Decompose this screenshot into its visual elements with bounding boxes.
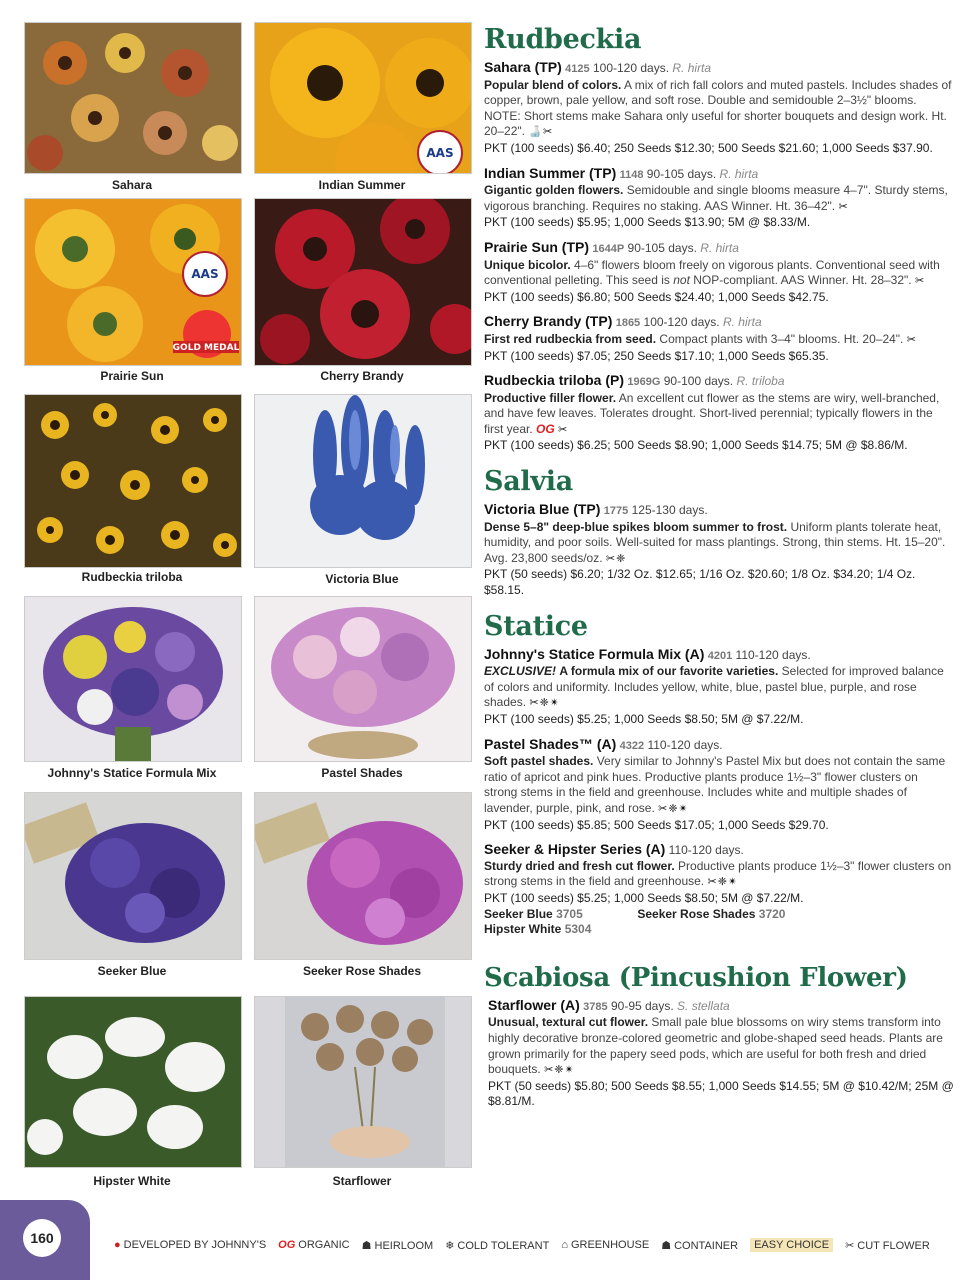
product-days: 90-100 days. bbox=[663, 374, 734, 389]
product-entry bbox=[484, 60, 954, 157]
product-lead: Gigantic golden flowers. bbox=[484, 183, 624, 198]
product-entry bbox=[484, 314, 954, 364]
product-lead: Popular blend of colors. bbox=[484, 77, 622, 92]
photo-statice-formula-mix bbox=[24, 596, 242, 762]
product-days: 110-120 days. bbox=[668, 843, 744, 858]
legend-item: ✂ CUT FLOWER bbox=[845, 1239, 930, 1252]
product-desc: Very similar to Johnny's Pastel Mix but does not contain the same ratio of apricot and pink hues. Productive plants produce 1½–3" flower clusters on strong stems in the field and greenhouse. Includes white and multiple shades of lavender, purple, pink, and rose. bbox=[484, 754, 946, 815]
product-name: Pastel Shades™ (A) bbox=[484, 735, 617, 752]
svg-text:GOLD MEDAL: GOLD MEDAL bbox=[172, 343, 240, 353]
container-cut-flower-icon: ✂ bbox=[838, 200, 849, 213]
photo-victoria-blue bbox=[254, 394, 472, 568]
product-price: PKT (100 seeds) $5.95; 1,000 Seeds $13.90; 5M @ $8.33/M. bbox=[484, 215, 811, 230]
product-price: PKT (100 seeds) $5.25; 1,000 Seeds $8.50; 5M @ $7.22/M. bbox=[484, 712, 804, 726]
cut-flower-icon: ✂ bbox=[558, 423, 569, 436]
product-desc: An excellent cut flower as the stems are wiry, well-branched, and have few leaves. Tolerates drought. Short-lived perennial; typically flowers in the first year. bbox=[484, 390, 940, 436]
product-entry bbox=[484, 998, 954, 1110]
heirloom-icon: ☗ bbox=[361, 1239, 372, 1252]
product-name: Cherry Brandy (TP) bbox=[484, 313, 613, 330]
svg-text:AAS: AAS bbox=[426, 146, 454, 160]
cold-tolerant-icon: ❄ bbox=[445, 1239, 455, 1252]
product-days: 90-95 days. bbox=[610, 998, 674, 1013]
product-desc: NOP-compliant. AAS Winner. Ht. 28–32". bbox=[689, 273, 912, 288]
photo-indian-summer bbox=[254, 22, 472, 174]
container-cut-flower-icon: ✂ bbox=[914, 275, 926, 288]
product-name: Starflower (A) bbox=[488, 996, 580, 1013]
photo-caption: Pastel Shades bbox=[321, 766, 403, 780]
product-species: R. triloba bbox=[736, 374, 785, 389]
photo-caption: Sahara bbox=[111, 178, 153, 192]
legend-item: ● DEVELOPED BY JOHNNY'S bbox=[114, 1239, 267, 1251]
photo-hipster-white bbox=[24, 996, 242, 1168]
product-entry bbox=[484, 373, 954, 454]
legend-item: OG ORGANIC bbox=[278, 1239, 350, 1251]
organic-icon: OG bbox=[278, 1239, 296, 1251]
product-days: 110-120 days. bbox=[735, 647, 811, 662]
product-desc: Semidouble and single blooms measure 4–7". Sturdy stems, vigorous branching. Requires no staking. AAS Winner. Ht. 36–42". bbox=[484, 183, 948, 213]
product-price: PKT (100 seeds) $5.85; 500 Seeds $17.05; 1,000 Seeds $29.70. bbox=[484, 817, 829, 832]
variant-code: 3720 bbox=[758, 906, 786, 921]
photo-caption: Rudbeckia triloba bbox=[81, 570, 183, 584]
product-entry bbox=[484, 842, 954, 938]
product-price: PKT (50 seeds) $5.80; 500 Seeds $8.55; 1,000 Seeds $14.55; 5M @ $10.42/M; 25M @ $8.81/M. bbox=[488, 1078, 954, 1109]
product-name: Johnny's Statice Formula Mix (A) bbox=[484, 645, 705, 662]
legend-item-easy-choice: EASY CHOICE bbox=[750, 1238, 833, 1252]
product-price: PKT (100 seeds) $7.05; 250 Seeds $17.10; 1,000 Seeds $65.35. bbox=[484, 348, 829, 363]
product-species: R. hirta bbox=[672, 61, 712, 75]
legend-item: ⌂ GREENHOUSE bbox=[561, 1239, 650, 1251]
photo-caption: Starflower bbox=[332, 1174, 392, 1188]
product-code: 4125 bbox=[565, 63, 590, 75]
product-name: Sahara (TP) bbox=[484, 59, 562, 75]
product-species: R. hirta bbox=[722, 315, 762, 330]
product-lead: Sturdy dried and fresh cut flower. bbox=[484, 858, 675, 873]
photo-caption: Seeker Blue bbox=[97, 964, 167, 978]
photo-caption: Cherry Brandy bbox=[320, 369, 404, 383]
photo-caption: Prairie Sun bbox=[100, 369, 164, 383]
product-code: 1148 bbox=[619, 168, 644, 181]
cut-flower-icon: ✂❈✴ bbox=[544, 1064, 575, 1077]
cut-flower-icon: ✂❈✴ bbox=[658, 802, 689, 815]
product-days: 125-130 days. bbox=[631, 503, 708, 518]
greenhouse-icon: ⌂ bbox=[561, 1239, 568, 1251]
variant-item bbox=[484, 922, 591, 936]
container-icon: ☗ bbox=[661, 1239, 672, 1252]
product-lead: Dense 5–8" deep-blue spikes bloom summer to frost. bbox=[484, 519, 788, 534]
section-title-scabiosa: Scabiosa (Pincushion Flower) bbox=[484, 962, 908, 993]
product-lead: Productive filler flower. bbox=[484, 390, 617, 405]
container-cut-flower-icon: ✂ bbox=[906, 333, 917, 346]
product-entry bbox=[484, 737, 954, 834]
product-desc: Productive plants produce 1½–3" flower clusters on strong stems in the field and greenhouse. bbox=[484, 858, 952, 889]
cut-flower-icon: ✂❈✴ bbox=[707, 876, 739, 889]
symbol-legend bbox=[114, 1238, 930, 1252]
variant-name: Seeker Rose Shades bbox=[637, 906, 756, 921]
product-lead: Unique bicolor. bbox=[484, 257, 571, 272]
product-price: PKT (100 seeds) $6.80; 500 Seeds $24.40; 1,000 Seeds $42.75. bbox=[484, 289, 829, 304]
photo-pastel-shades bbox=[254, 596, 472, 762]
cut-flower-icon: ✂ bbox=[845, 1239, 855, 1252]
product-species: R. hirta bbox=[719, 166, 759, 181]
photo-seeker-blue bbox=[24, 792, 242, 960]
product-desc: Compact plants with 3–4" blooms. Ht. 20–24". bbox=[659, 331, 904, 346]
product-price: PKT (100 seeds) $5.25; 1,000 Seeds $8.50; 5M @ $7.22/M. bbox=[484, 890, 804, 905]
johnnys-developed-icon: ● bbox=[114, 1239, 121, 1251]
variant-code: 5304 bbox=[564, 922, 592, 937]
variant-item bbox=[484, 907, 634, 923]
product-entry bbox=[484, 166, 954, 231]
product-days: 90-105 days. bbox=[627, 240, 697, 255]
photo-caption: Hipster White bbox=[93, 1174, 171, 1188]
photo-rudbeckia-triloba bbox=[24, 394, 242, 568]
product-code: 1775 bbox=[603, 505, 629, 518]
photo-caption: Seeker Rose Shades bbox=[302, 964, 422, 978]
product-species: S. stellata bbox=[677, 998, 730, 1013]
photo-sahara bbox=[24, 22, 242, 174]
product-days: 100-120 days. bbox=[592, 61, 670, 75]
exclusive-label: EXCLUSIVE! bbox=[484, 664, 557, 679]
product-species: R. hirta bbox=[700, 240, 739, 255]
cut-flower-icon: ✂❈✴ bbox=[529, 697, 561, 710]
product-desc: Selected for improved balance of colors and uniformity. Includes yellow, white, blue, pastel blue, purple, and rose shades. bbox=[484, 664, 944, 710]
product-entry bbox=[484, 647, 954, 728]
product-price: PKT (100 seeds) $6.25; 500 Seeds $8.90; 1,000 Seeds $14.75; 5M @ $8.86/M. bbox=[484, 438, 908, 453]
product-code: 1644P bbox=[592, 242, 625, 255]
photo-starflower bbox=[254, 996, 472, 1168]
variant-name: Hipster White bbox=[484, 922, 562, 937]
legend-item: ❄ COLD TOLERANT bbox=[445, 1239, 550, 1252]
product-lead: A formula mix of our favorite varieties. bbox=[559, 664, 779, 679]
photo-seeker-rose-shades bbox=[254, 792, 472, 960]
photo-caption: Indian Summer bbox=[318, 178, 406, 192]
variant-code: 3705 bbox=[556, 906, 583, 921]
product-days: 100-120 days. bbox=[643, 315, 720, 330]
product-lead: First red rudbeckia from seed. bbox=[484, 331, 657, 346]
product-days: 110-120 days. bbox=[647, 737, 723, 752]
product-desc: A mix of rich fall colors and muted pastels. Includes shades of copper, brown, pale yellow, and soft rose. Double and semidouble 2–3½" blooms. NOTE: Short stems make Sahara only useful for shorter bouquets and design work. Ht. 20–22". bbox=[484, 77, 952, 139]
product-name: Rudbeckia triloba (P) bbox=[484, 372, 625, 389]
product-desc-emphasis: not bbox=[673, 273, 690, 288]
photo-caption: Victoria Blue bbox=[325, 572, 399, 586]
product-lead: Unusual, textural cut flower. bbox=[488, 1015, 649, 1030]
organic-icon: OG bbox=[536, 421, 555, 436]
product-entry bbox=[484, 240, 954, 305]
section-title-statice: Statice bbox=[484, 610, 588, 642]
product-lead: Soft pastel shades. bbox=[484, 754, 594, 769]
product-desc: 4–6" flowers bloom freely on vigorous plants. Conventional seed with conventional pelleting. This seed is bbox=[484, 257, 940, 288]
product-desc: Uniform plants tolerate heat, humidity, and poor soils. Well-suited for mass plantings. Strong, thin stems. Ht. 15–20". Avg. 23,800 seeds/oz. bbox=[484, 519, 946, 565]
svg-text:AAS: AAS bbox=[191, 267, 219, 281]
product-price: PKT (50 seeds) $6.20; 1/32 Oz. $12.65; 1/16 Oz. $20.60; 1/8 Oz. $34.20; 1/4 Oz. $58.15. bbox=[484, 567, 916, 598]
product-name: Victoria Blue (TP) bbox=[484, 501, 601, 518]
product-entry bbox=[484, 502, 954, 599]
photo-prairie-sun bbox=[24, 198, 242, 366]
photo-cherry-brandy bbox=[254, 198, 472, 366]
product-price: PKT (100 seeds) $6.40; 250 Seeds $12.30; 500 Seeds $21.60; 1,000 Seeds $37.90. bbox=[484, 140, 933, 155]
container-cut-flower-icon: 🍶✂ bbox=[528, 126, 554, 139]
page-footer bbox=[0, 1200, 980, 1280]
product-desc: Small pale blue blossoms on wiry stems transform into highly decorative bronze-colored geometric and globe-shaped seed heads. Plants are grown primarily for the papery seed pods, which are useful for both fresh and dried bouquets. bbox=[488, 1015, 943, 1077]
product-code: 1969G bbox=[627, 376, 661, 389]
page-number: 160 bbox=[23, 1219, 61, 1257]
container-cut-flower-icon: ✂❈ bbox=[605, 552, 627, 565]
product-name: Prairie Sun (TP) bbox=[484, 238, 590, 255]
catalog-text-column bbox=[484, 24, 954, 1119]
variant-item bbox=[637, 907, 785, 921]
photo-caption: Johnny's Statice Formula Mix bbox=[47, 766, 217, 780]
product-code: 1865 bbox=[615, 317, 641, 330]
product-code: 4201 bbox=[707, 649, 733, 662]
section-title-rudbeckia: Rudbeckia bbox=[484, 24, 642, 55]
product-name: Indian Summer (TP) bbox=[484, 164, 617, 181]
product-name: Seeker & Hipster Series (A) bbox=[484, 841, 666, 858]
product-code: 4322 bbox=[619, 739, 645, 752]
section-title-salvia: Salvia bbox=[484, 466, 573, 498]
product-code: 3785 bbox=[583, 1000, 608, 1013]
page-tab bbox=[0, 1200, 90, 1280]
variant-name: Seeker Blue bbox=[484, 906, 553, 921]
product-days: 90-105 days. bbox=[646, 166, 717, 181]
legend-item: ☗ CONTAINER bbox=[661, 1239, 739, 1252]
legend-item: ☗ HEIRLOOM bbox=[361, 1239, 434, 1252]
